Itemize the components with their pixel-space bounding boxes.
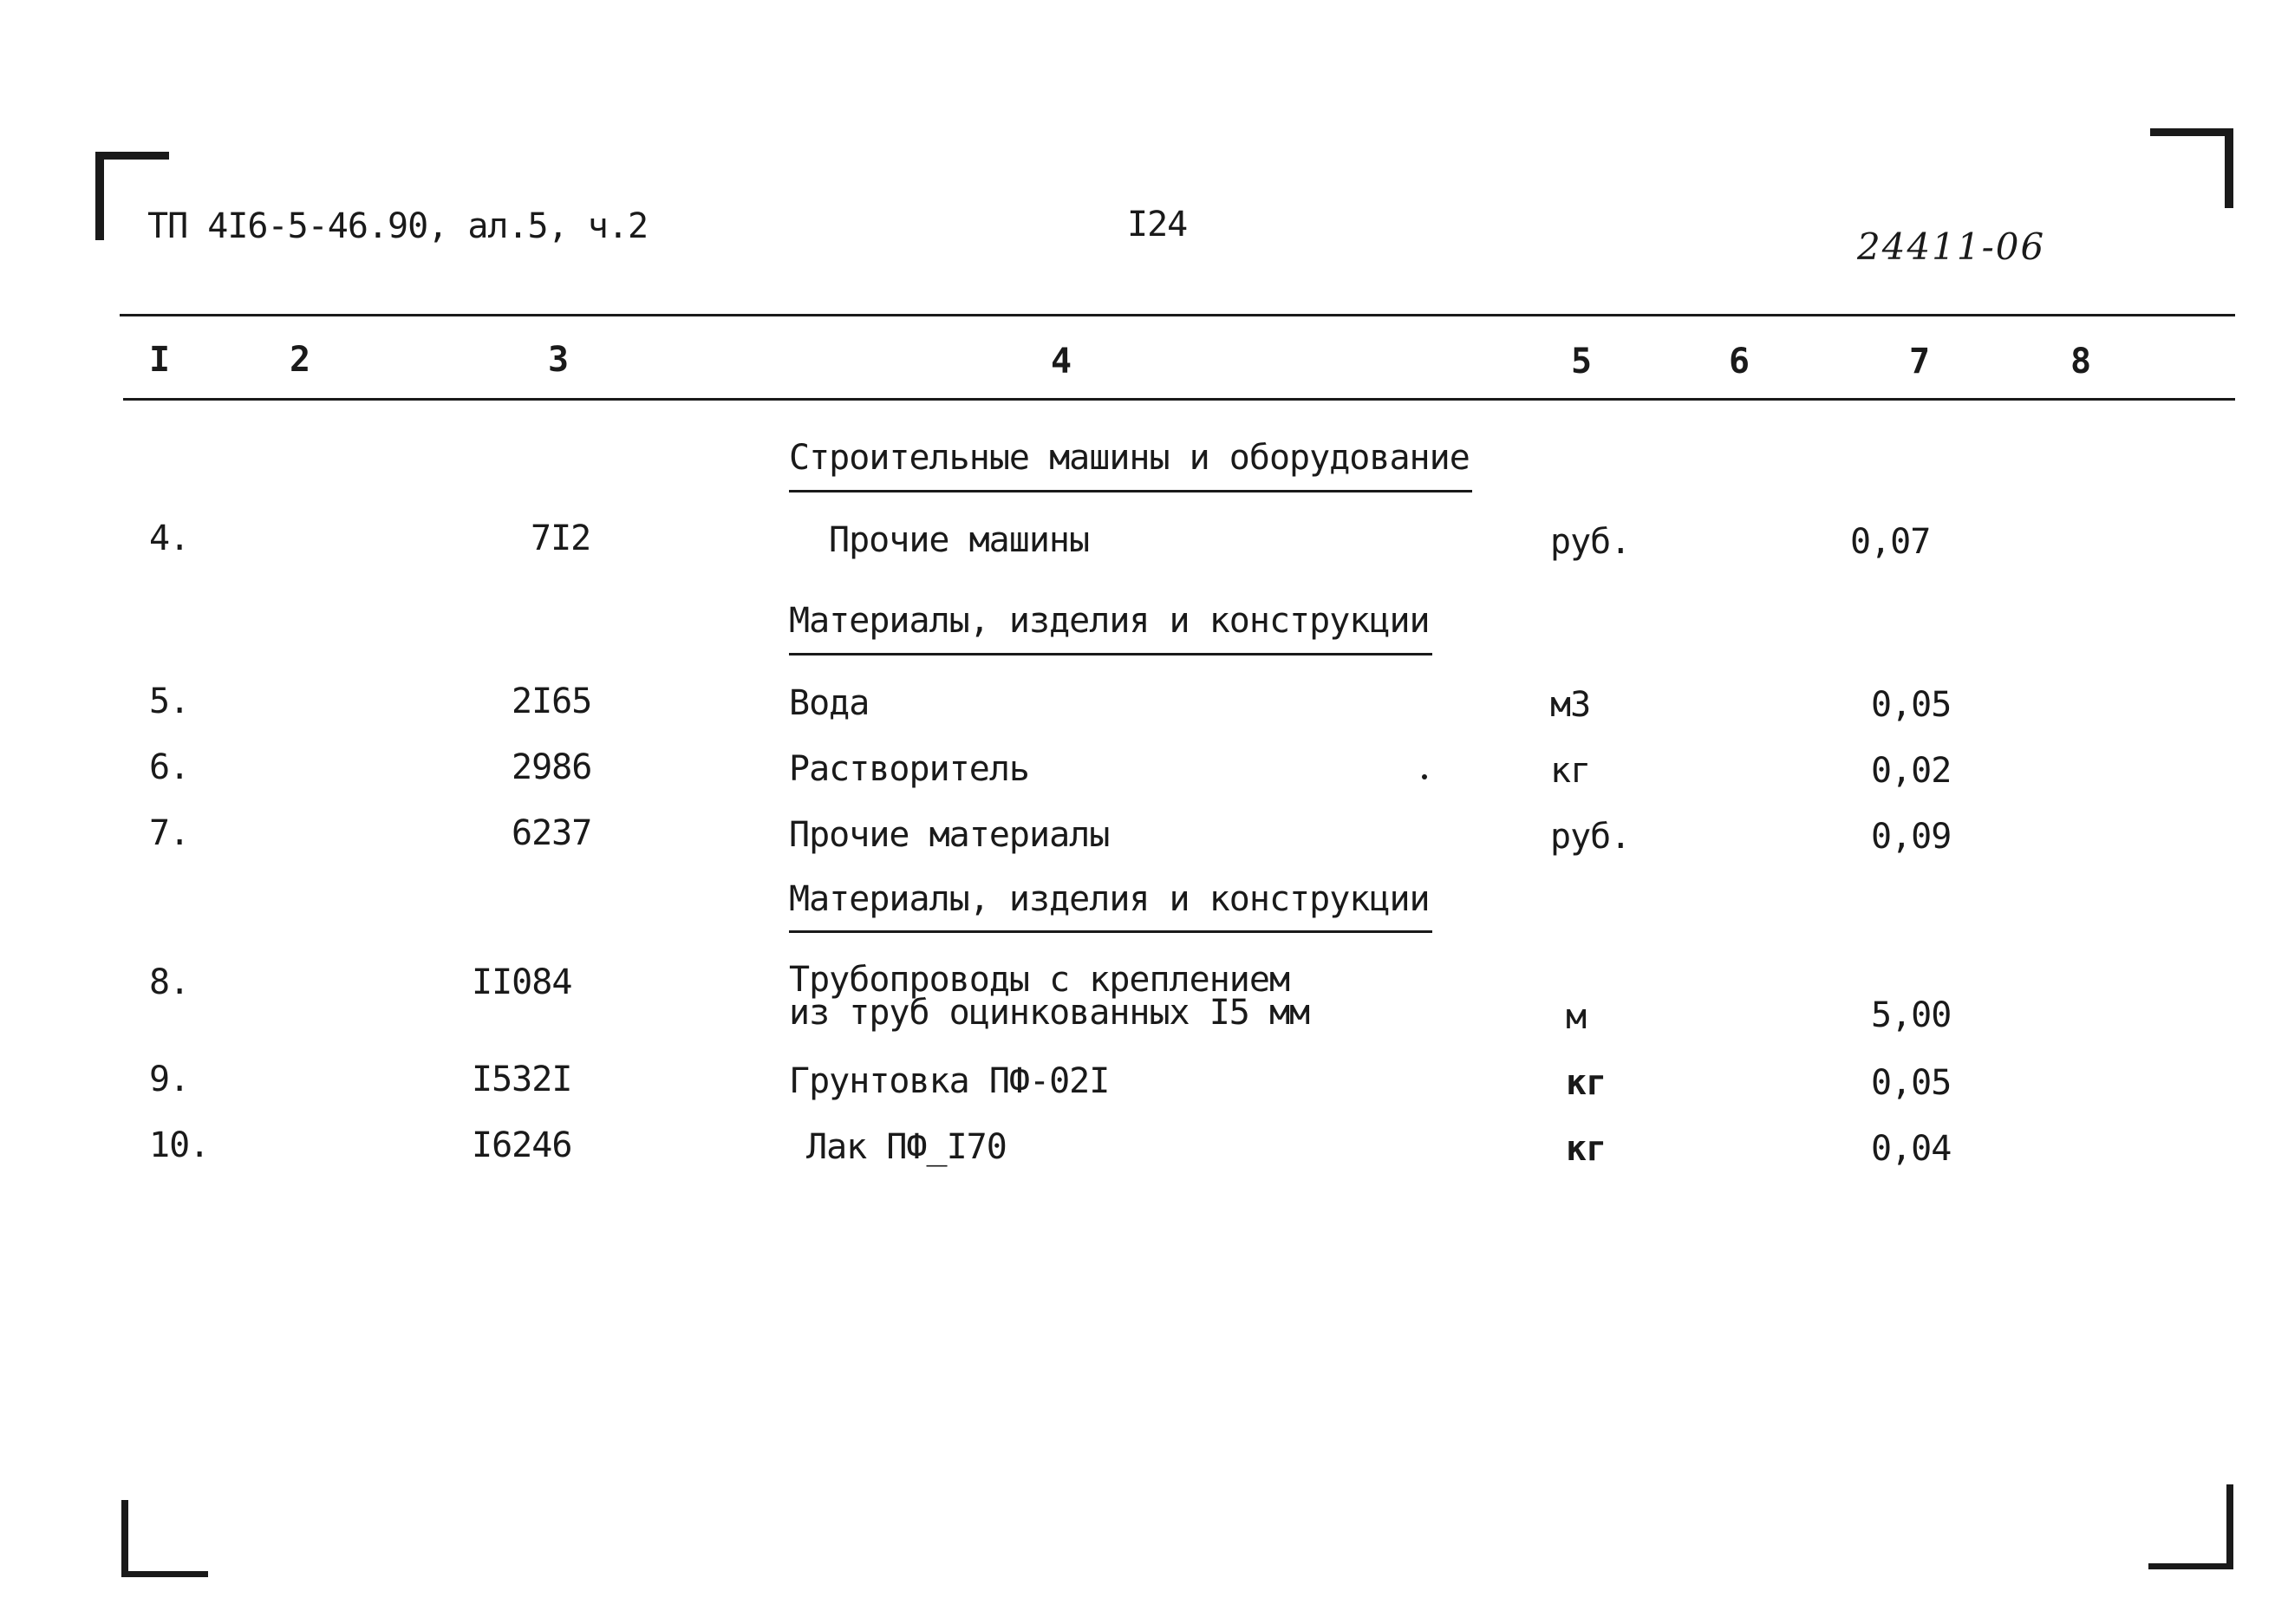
section-heading-machines: Строительные машины и оборудование [789,438,1470,478]
column-number-4: 4 [1051,342,1072,382]
row-code: I532I [472,1060,572,1099]
row-name: Прочие машины [829,520,1090,560]
row-name: Лак ПФ_I70 [806,1127,1007,1167]
row-number: 8. [149,962,190,1002]
row-unit: кг [1566,1129,1607,1169]
row-number: 6. [149,747,190,787]
row-quantity: 5,00 [1871,995,1952,1035]
section-underline [789,930,1432,933]
corner-mark-bottom-left [121,1500,128,1576]
section-underline [789,653,1432,655]
row-quantity: 0,07 [1850,522,1931,562]
row-name: Прочие материалы [789,815,1110,855]
row-number: 7. [149,813,190,853]
row-quantity: 0,05 [1871,1063,1952,1103]
column-number-5: 5 [1571,342,1593,382]
row-unit: м3 [1550,685,1591,725]
column-number-8: 8 [2070,342,2092,382]
row-code: 7I2 [531,519,591,558]
row-code: 6237 [512,813,592,853]
row-unit: кг [1566,1063,1607,1103]
corner-mark-bottom-right-h [2148,1563,2233,1569]
row-code: II084 [472,962,572,1002]
column-number-1: I [149,340,171,380]
row-code: I6246 [472,1125,572,1165]
row-unit: руб. [1550,817,1631,857]
row-unit: руб. [1550,522,1631,562]
row-name: Вода [789,683,870,723]
row-quantity: 0,09 [1871,817,1952,857]
section-heading-materials: Материалы, изделия и конструкции [789,601,1430,641]
row-name: Растворитель [789,749,1029,789]
table-top-rule [120,314,2235,316]
table-header-rule [123,398,2235,401]
row-name-continued: из труб оцинкованных I5 мм [789,993,1310,1033]
row-number: 9. [149,1060,190,1099]
row-code: 2I65 [512,682,592,721]
row-number: 5. [149,682,190,721]
section-underline [789,490,1472,492]
document-reference: ТП 4I6-5-46.90, ал.5, ч.2 [147,206,649,246]
corner-mark-top-left [95,152,104,240]
row-number: 10. [149,1125,210,1165]
row-number: 4. [149,519,190,558]
corner-mark-bottom-left-h [121,1571,208,1577]
column-number-2: 2 [290,340,311,380]
column-number-6: 6 [1729,342,1750,382]
row-name: Трубопроводы с креплением [789,960,1290,1000]
row-unit: кг [1550,751,1591,791]
column-number-3: 3 [548,340,570,380]
corner-mark-top-right [2225,128,2233,208]
section-heading-materials: Материалы, изделия и конструкции [789,879,1430,919]
column-number-7: 7 [1909,342,1931,382]
corner-mark-top-left-h [95,152,169,160]
row-unit: м [1566,997,1587,1037]
row-quantity: 0,04 [1871,1129,1952,1169]
row-name: Грунтовка ПФ-02I [789,1061,1110,1101]
row-quantity: 0,02 [1871,751,1952,791]
handwritten-code: 24411-06 [1857,225,2046,268]
page-number: I24 [1127,205,1188,245]
row-code: 2986 [512,747,592,787]
corner-mark-bottom-right [2226,1484,2233,1569]
stray-dot [1422,774,1427,779]
row-quantity: 0,05 [1871,685,1952,725]
corner-mark-top-right-h [2150,128,2233,136]
